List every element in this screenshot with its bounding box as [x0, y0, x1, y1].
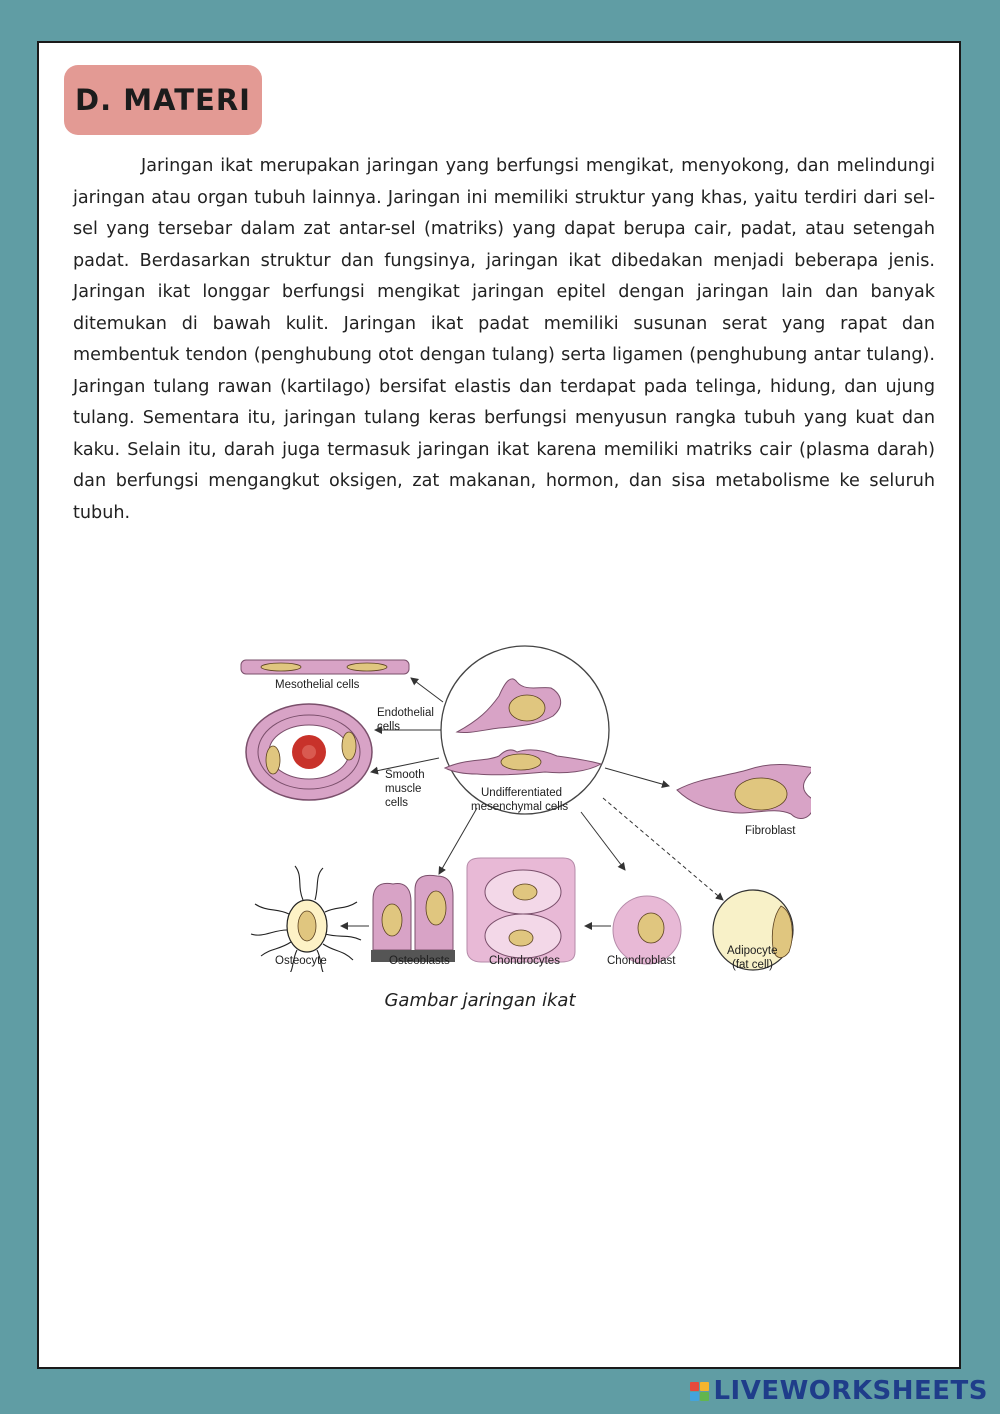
label-chondrocytes: Chondrocytes [489, 955, 560, 967]
label-osteoblasts: Osteoblasts [389, 955, 450, 967]
label-osteocyte: Osteocyte [275, 955, 327, 967]
section-title: D. MATERI [75, 83, 251, 117]
figure-caption: Gambar jaringan ikat [384, 990, 576, 1011]
section-title-badge [64, 65, 262, 135]
mesothelial-cells-illustration [241, 660, 409, 674]
connective-tissue-diagram [199, 600, 811, 972]
label-chondroblast: Chondroblast [607, 955, 676, 967]
label-endothelial-2: cells [377, 721, 401, 733]
liveworksheets-brand-text: LIVEWORKSHEETS [713, 1376, 988, 1406]
label-smooth-2: muscle [385, 783, 422, 795]
fibroblast-illustration [677, 765, 811, 819]
body-paragraph: Jaringan ikat merupakan jaringan yang berfungsi mengikat, menyokong, dan melindungi jaringan atau organ tubuh lainnya. Jaringan ini memiliki struktur yang khas, yaitu terdiri dari sel-sel yang tersebar dalam zat antar-sel (matriks) yang dapat berupa cair, padat, atau setengah padat. Berdasarkan struktur dan fungsinya, jaringan ikat dibedakan menjadi beberapa jenis. Jaringan ikat longgar berfungsi mengikat jaringan epitel dengan jaringan lain dan banyak ditemukan di bawah kulit. Jaringan ikat padat memiliki susunan serat yang rapat dan membentuk tendon (penghubung otot dengan tulang) serta ligamen (penghubung antar tulang). Jaringan tulang rawan (kartilago) bersifat elastis dan terdapat pada telinga, hidung, dan ujung tulang. Sementara itu, jaringan tulang keras berfungsi menyusun rangka tubuh yang kuat dan kaku. Selain itu, darah juga termasuk jaringan ikat karena memiliki matriks cair (plasma darah) dan berfungsi mengangkut oksigen, zat makanan, hormon, dan sisa metabolisme ke seluruh tubuh. [73, 156, 935, 523]
osteoblasts-illustration [371, 875, 455, 962]
label-smooth-3: cells [385, 797, 409, 809]
chondroblast-illustration [613, 896, 681, 964]
label-adipocyte-1: Adipocyte [727, 945, 778, 957]
label-endothelial-1: Endothelial [377, 707, 434, 719]
connective-tissue-figure [199, 600, 811, 972]
blood-vessel-illustration [246, 704, 372, 800]
chondrocytes-illustration [467, 858, 575, 962]
label-fibroblast: Fibroblast [745, 825, 796, 837]
label-undifferentiated-2: mesenchymal cells [471, 801, 569, 813]
label-smooth-1: Smooth [385, 769, 425, 781]
worksheet-page [37, 41, 961, 1369]
label-mesothelial: Mesothelial cells [275, 679, 360, 691]
liveworksheets-logo-icon [690, 1382, 709, 1401]
adipocyte-illustration [713, 890, 793, 970]
label-undifferentiated-1: Undifferentiated [481, 787, 562, 799]
label-adipocyte-2: (fat cell) [732, 959, 773, 971]
liveworksheets-brand[interactable] [690, 1376, 988, 1406]
